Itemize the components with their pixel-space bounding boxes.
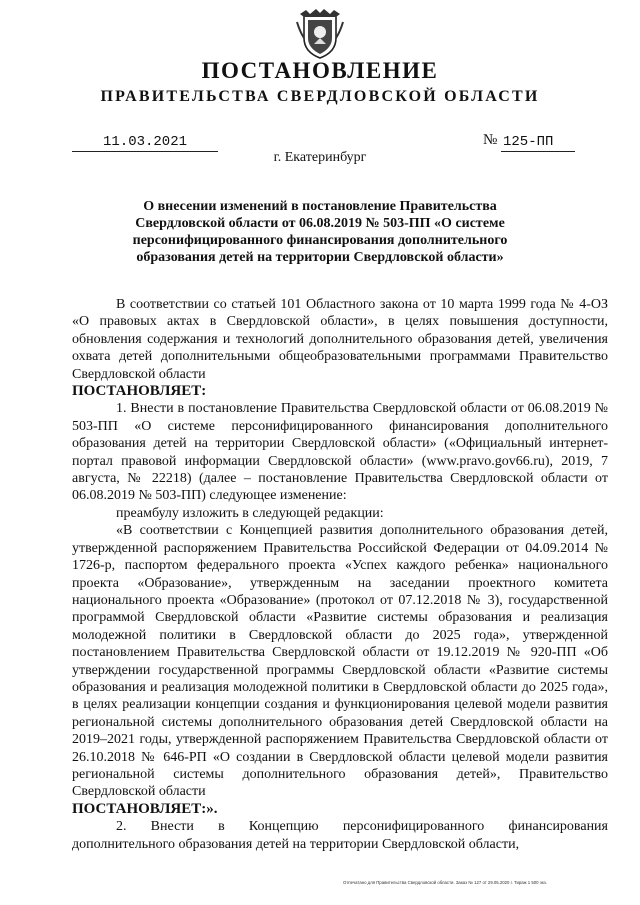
paragraph-new-preamble: «В соответствии с Концепцией развития дополнительного образования детей, утвержденной распоряжением Правительства Российской Федерации от 04.09.2014 № 1726-р, паспортом федерального проекта «Успех каждого ребенка» национального проекта «Образование», утвержденным на заседании проектного комитета национального проекта «Образование» (протокол от 07.12.2018 № 3), государственной программой Свердловской области «Развитие системы образования и реализация молодежной политики в Свердловской области до 2025 года», утвержденной постановлением Правительства Свердловской области от 19.12.2019 № 920-ПП «Об утверждении государственной программы Свердловской области «Развитие системы образования и реализация молодежной политики в Свердловской области до 2025 года», в целях реализации концепции создания и функционирования целевой модели развития региональной системы дополнительного образования детей Свердловской области на 2019–2021 годы, утвержденной распоряжением Правительства Свердловской области от 26.10.2018 № 646-РП «О создании в Свердловской области целевой модели развития региональной системы дополнительного образования детей», Правительство Свердловской области (72, 523, 608, 800)
paragraph-item-2: 2. Внести в Концепцию персонифицированного финансирования дополнительного образования детей на территории Свердловской области, (72, 819, 608, 852)
document-title: ПОСТАНОВЛЕНИЕ (201, 58, 439, 83)
decree-word: ПОСТАНОВЛЯЕТ: (72, 383, 207, 400)
document-date: 11.03.2021 (72, 134, 218, 152)
paragraph-preamble-instruction: преамбулу изложить в следующей редакции: (116, 505, 384, 521)
document-heading: О внесении изменений в постановление Правительства Свердловской области от 06.08.2019 № 503-ПП «О системе персонифицированного финансирования дополнительного образования детей на территории Свердловской области» (132, 199, 508, 265)
paragraph-item-1: 1. Внести в постановление Правительства Свердловской области от 06.08.2019 № 503-ПП «О системе персонифицированного финансирования дополнительного образования детей на территории Свердловской области» («Официальный интернет-портал правовой информации Свердловской области» (www.pravo.gov66.ru), 2019, 7 августа, № 22218) (далее – постановление Правительства Свердловской области от 06.08.2019 № 503-ПП) следующее изменение: (72, 401, 608, 504)
print-footer-note: Отпечатано для Правительства Свердловской области. Заказ № 127 от 29.05.2020 г. Тираж 1 500 экз. (343, 880, 547, 885)
number-sign: № (483, 132, 498, 148)
document-body (72, 296, 608, 853)
decree-word-quoted: ПОСТАНОВЛЯЕТ:». (72, 800, 218, 817)
coat-of-arms-emblem (296, 8, 344, 60)
document-subtitle: ПРАВИТЕЛЬСТВА СВЕРДЛОВСКОЙ ОБЛАСТИ (100, 88, 540, 105)
paragraph-preamble: В соответствии со статьей 101 Областного закона от 10 марта 1999 года № 4-ОЗ «О правовых актах в Свердловской области», в целях повышения доступности, обновления содержания и технологий дополнительного образования детей, увеличения охвата детей дополнительными общеобразовательными программами Правительство Свердловской области (72, 297, 608, 382)
document-city: г. Екатеринбург (273, 150, 367, 165)
document-number: 125-ПП (501, 134, 575, 152)
